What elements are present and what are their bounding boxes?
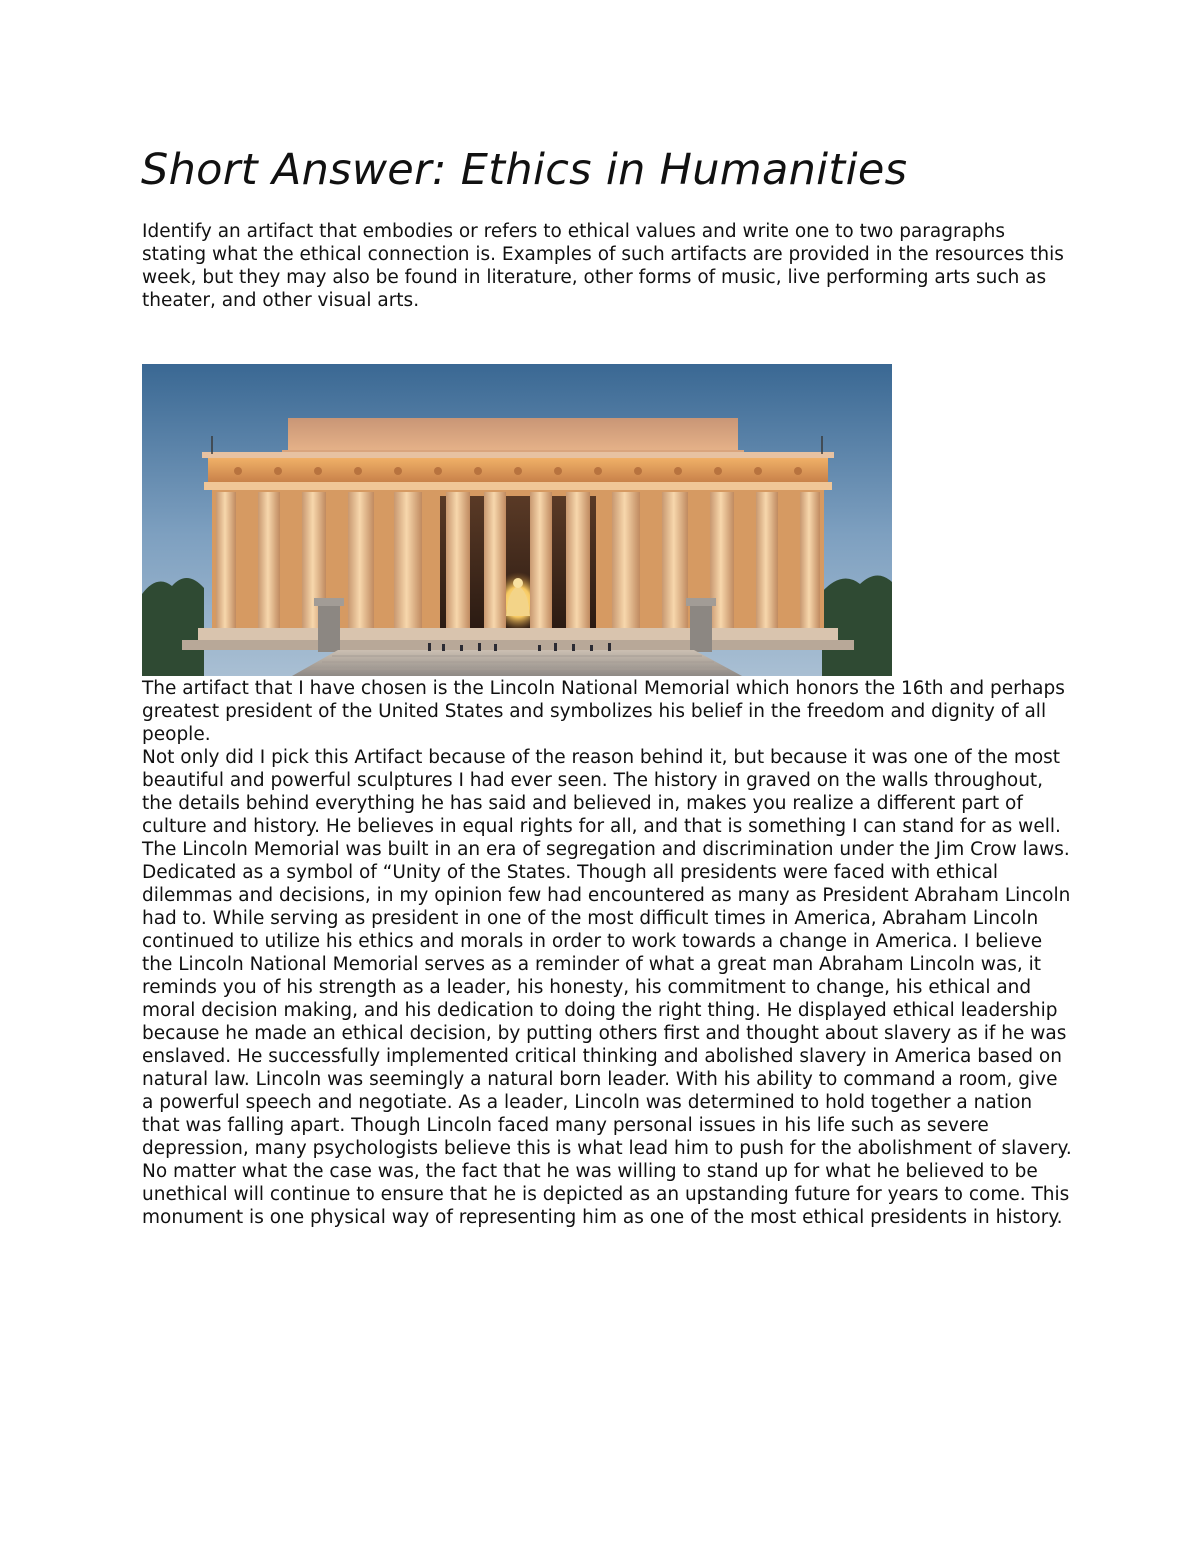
document-title: Short Answer: Ethics in Humanities: [141, 145, 908, 195]
essay-paragraph: Not only did I pick this Artifact because of the reason behind it, but because it was one of the most beautiful and powerful sculptures I had ever seen. The history in graved on the walls throughout, the details behind everything he has said and believed in, makes you realize a different part of culture and history. He believes in equal rights for all, and that is something I can stand for as well. The Lincoln Memorial was built in an era of segregation and discrimination under the Jim Crow laws. Dedicated as a symbol of “Unity of the States. Though all presidents were faced with ethical dilemmas and decisions, in my opinion few had encountered as many as President Abraham Lincoln had to. While serving as president in one of the most difficult times in America, Abraham Lincoln continued to utilize his ethics and morals in order to work towards a change in America. I believe the Lincoln National Memorial serves as a reminder of what a great man Abraham Lincoln was, it reminds you of his strength as a leader, his honesty, his commitment to change, his ethical and moral decision making, and his dedication to doing the right thing. He displayed ethical leadership because he made an ethical decision, by putting others first and thought about slavery as if he was enslaved. He successfully implemented critical thinking and abolished slavery in America based on natural law. Lincoln was seemingly a natural born leader. With his ability to command a room, give a powerful speech and negotiate. As a leader, Lincoln was determined to hold together a nation that was falling apart. Though Lincoln faced many personal issues in his life such as severe depression, many psychologists believe this is what lead him to push for the abolishment of slavery. No matter what the case was, the fact that he was willing to stand up for what he believed to be unethical will continue to ensure that he is depicted as an upstanding future for years to come. This monument is one physical way of representing him as one of the most ethical presidents in history.: [142, 747, 1072, 1228]
lower-base: [182, 640, 854, 650]
steps: [292, 650, 742, 676]
trees-right: [822, 575, 892, 676]
assignment-prompt: Identify an artifact that embodies or refers to ethical values and write one to two paragraphs stating what the ethical connection is. Examples of such artifacts are provided in the resources this week, but they may also be found in literature, other forms of music, live performing arts such as theater, and other visual arts.: [142, 221, 1064, 311]
frieze-wreaths: [234, 467, 802, 475]
stylobate: [198, 628, 838, 642]
trees-left: [142, 578, 204, 676]
attic: [288, 418, 738, 454]
lincoln-memorial-photo: [142, 364, 892, 676]
essay-body: [142, 677, 1072, 1229]
essay-paragraph: The artifact that I have chosen is the Lincoln National Memorial which honors the 16th and perhaps greatest president of the United States and symbolizes his belief in the freedom and dignity of all people.: [142, 678, 1065, 745]
left-pedestal: [318, 604, 340, 652]
right-pedestal: [690, 604, 712, 652]
